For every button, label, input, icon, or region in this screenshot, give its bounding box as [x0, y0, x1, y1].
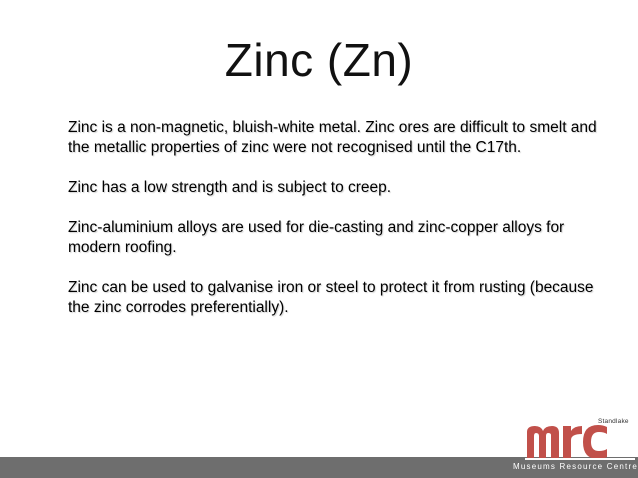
paragraph-zinc-description: Zinc is a non-magnetic, bluish-white metal. Zinc ores are difficult to smelt and the metallic properties of zinc were not recognised until the C17th.	[68, 119, 597, 156]
logo-tagline: Museums Resource Centre	[513, 462, 638, 471]
paragraph-zinc-alloys: Zinc-aluminium alloys are used for die-casting and zinc-copper alloys for modern roofing.	[68, 219, 565, 256]
paragraph-zinc-galvanise: Zinc can be used to galvanise iron or steel to protect it from rusting (because the zinc corrodes preferentially).	[68, 279, 594, 316]
slide-body	[68, 118, 608, 338]
paragraph-zinc-strength: Zinc has a low strength and is subject to creep.	[68, 179, 392, 196]
slide-title: Zinc (Zn)	[224, 34, 414, 86]
logo-location: Standlake	[598, 418, 629, 425]
